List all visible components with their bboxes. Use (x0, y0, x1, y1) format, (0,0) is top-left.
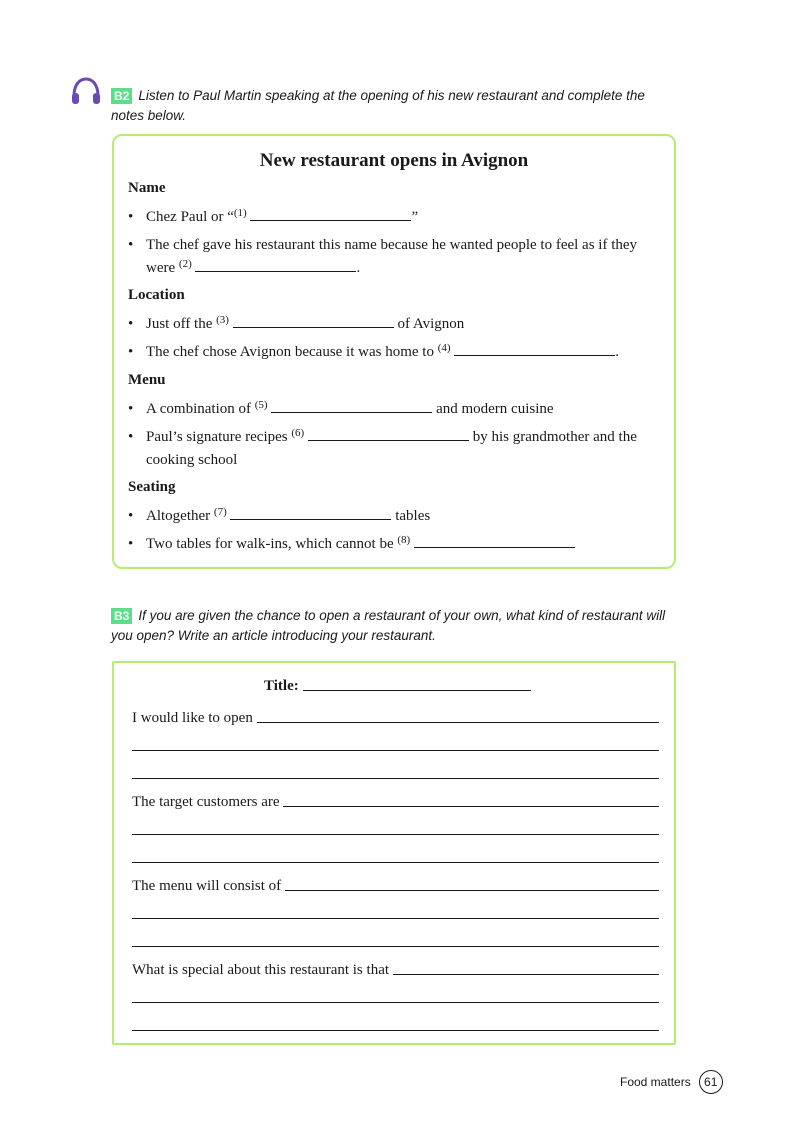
writing-line (132, 903, 659, 923)
note-item-2: • The chef gave his restaurant this name because he wanted people to feel as if they were $^{(2)}$ . (128, 237, 638, 276)
prompt-line-open (132, 707, 659, 727)
section-heading-name: Name (128, 180, 166, 196)
writing-line (132, 931, 659, 951)
section-heading-location: Location (128, 287, 185, 303)
section-heading-menu: Menu (128, 372, 166, 388)
b3-writing-box (112, 661, 676, 1045)
prompt-menu-label: The menu will consist of (132, 878, 285, 894)
writing-blank[interactable] (132, 946, 659, 947)
prompt-line-menu (132, 875, 659, 895)
note-item-8: • Two tables for walk-ins, which cannot be $^{(8)}$ (128, 533, 668, 556)
writing-blank[interactable] (257, 722, 659, 723)
answer-blank-4[interactable] (454, 343, 615, 356)
writing-line (132, 735, 659, 755)
note-item-6: • Paul’s signature recipes $^{(6)}$ by his grandmother and the cooking school (128, 427, 637, 468)
note-item-7: • Altogether $^{(7)}$ tables (128, 506, 431, 524)
writing-line (132, 819, 659, 839)
b2-instruction-text: Listen to Paul Martin speaking at the opening of his new restaurant and complete the notes below. (111, 88, 645, 123)
note-item-3: • Just off the $^{(3)}$ of Avignon (128, 314, 465, 332)
b3-label: B3 (111, 608, 132, 624)
answer-blank-5[interactable] (271, 400, 432, 413)
writing-line (132, 987, 659, 1007)
writing-blank[interactable] (393, 974, 659, 975)
chapter-title: Food matters (620, 1075, 691, 1089)
answer-blank-7[interactable] (230, 507, 391, 520)
page-number: 61 (699, 1070, 723, 1094)
b2-label: B2 (111, 88, 132, 104)
b2-instruction (111, 86, 671, 126)
prompt-customers-label: The target customers are (132, 794, 284, 810)
note-item-1: • Chez Paul or “$^{(1)}$ ” (128, 207, 419, 225)
writing-blank[interactable] (132, 1002, 659, 1003)
writing-blank[interactable] (132, 1030, 659, 1031)
title-label: Title: (264, 678, 299, 694)
answer-blank-3[interactable] (233, 315, 394, 328)
writing-blank[interactable] (132, 862, 659, 863)
writing-blank[interactable] (132, 918, 659, 919)
page-footer (620, 1070, 723, 1094)
note-item-5: • A combination of $^{(5)}$ and modern cuisine (128, 399, 554, 417)
prompt-line-customers (132, 791, 659, 811)
answer-blank-6[interactable] (308, 428, 469, 441)
writing-line (132, 847, 659, 867)
section-heading-seating: Seating (128, 479, 176, 495)
title-blank[interactable] (303, 690, 531, 691)
b3-instruction (111, 606, 671, 646)
prompt-open-label: I would like to open (132, 710, 257, 726)
answer-blank-2[interactable] (195, 259, 356, 272)
writing-blank[interactable] (132, 778, 659, 779)
note-item-4: • The chef chose Avignon because it was home to $^{(4)}$ . (128, 342, 620, 360)
answer-blank-8[interactable] (414, 535, 575, 548)
headphones-icon (70, 76, 102, 106)
title-line (264, 675, 531, 695)
prompt-line-special (132, 959, 659, 979)
writing-blank[interactable] (285, 890, 659, 891)
answer-blank-1[interactable] (250, 208, 411, 221)
b2-notes-box (112, 134, 676, 569)
writing-blank[interactable] (283, 806, 659, 807)
b2-notes-title: New restaurant opens in Avignon (259, 150, 529, 171)
prompt-special-label: What is special about this restaurant is that (132, 962, 393, 978)
writing-line (132, 1015, 659, 1035)
writing-line (132, 763, 659, 783)
writing-blank[interactable] (132, 750, 659, 751)
b3-instruction-text: If you are given the chance to open a restaurant of your own, what kind of restaurant will you open? Write an article introducing your restaurant. (111, 608, 666, 643)
writing-blank[interactable] (132, 834, 659, 835)
